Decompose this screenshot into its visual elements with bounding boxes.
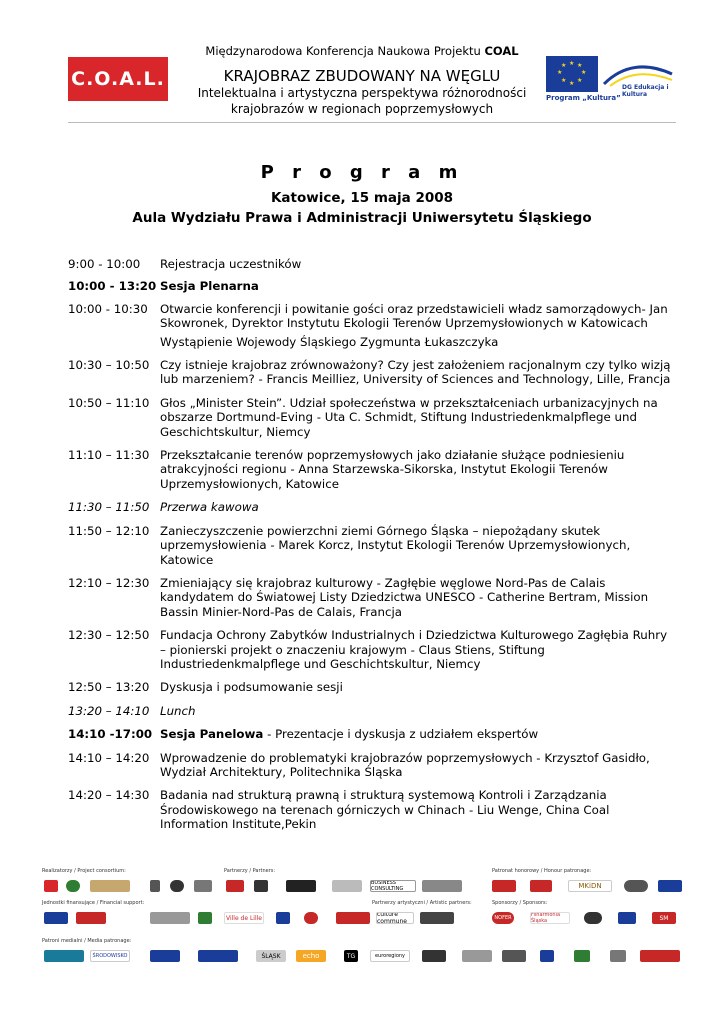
agenda-description bbox=[160, 358, 676, 387]
sponsor-logo bbox=[304, 912, 318, 924]
program-title: P r o g r a m bbox=[260, 162, 464, 183]
sponsor-logo-nofer: NOFER bbox=[492, 912, 514, 924]
sponsor-logo-srodowisko: ŚRODOWISKO bbox=[90, 950, 130, 962]
agenda-subline: Wystąpienie Wojewody Śląskiego Zygmunta Łukaszczyka bbox=[160, 334, 499, 349]
agenda-description-text: Zmieniający się krajobraz kulturowy - Zagłębie węglowe Nord-Pas de Calais kandydatem do Światowej Listy Dziedzictwa UNESCO - Catherine Bertram, Mission Bassin Minier-Nord-Pas de Calais, Francja bbox=[160, 575, 649, 619]
agenda-list bbox=[68, 257, 676, 841]
agenda-description bbox=[160, 448, 676, 491]
sponsor-logo bbox=[254, 880, 268, 892]
sponsor-logo-business: BUSINESS CONSULTING bbox=[370, 880, 416, 892]
label-medialni: Patroni medialni / Media patronage: bbox=[42, 938, 132, 944]
agenda-time: 9:00 - 10:00 bbox=[68, 257, 141, 271]
agenda-description bbox=[160, 788, 676, 831]
header-divider bbox=[68, 122, 676, 123]
sponsor-logo bbox=[574, 950, 590, 962]
agenda-description-text: Przerwa kawowa bbox=[160, 500, 259, 515]
sponsor-logo bbox=[286, 880, 316, 892]
sponsor-logo-slask: ŚLĄSK bbox=[256, 950, 286, 962]
sponsor-logo bbox=[76, 912, 106, 924]
sponsor-logo-lille: Ville de Lille bbox=[224, 912, 264, 924]
sponsor-logo bbox=[44, 880, 58, 892]
document-header bbox=[0, 0, 724, 125]
agenda-time: 11:10 – 11:30 bbox=[68, 448, 150, 463]
sponsor-logo bbox=[624, 880, 648, 892]
sponsor-logo bbox=[422, 950, 446, 962]
agenda-description-text: Badania nad strukturą prawną i strukturą systemową Kontroli i Zarządzania Środowiskowego na terenach górniczych w Chinach - Liu Wenge, China Coal Information Institute,Pekin bbox=[160, 788, 610, 832]
label-artystyczni: Partnerzy artystyczni / Artistic partners: bbox=[372, 900, 472, 906]
agenda-description-text: Otwarcie konferencji i powitanie gości oraz przedstawicieli władz samorządowych- Jan Skowronek, Dyrektor Instytutu Ekologii Terenów Uprzemysłowionych w Katowicach bbox=[160, 301, 668, 331]
sponsor-logo bbox=[462, 950, 492, 962]
label-realizatorzy: Realizatorzy / Project consortium: bbox=[42, 868, 126, 874]
sponsor-logo bbox=[584, 912, 602, 924]
agenda-row bbox=[68, 302, 676, 349]
sponsor-logo-mkidn: MKiDN bbox=[568, 880, 612, 892]
agenda-description-text: Lunch bbox=[160, 703, 196, 718]
sponsor-logo bbox=[276, 912, 290, 924]
agenda-row bbox=[68, 257, 676, 271]
label-patronat: Patronat honorowy / Honour patronage: bbox=[492, 868, 592, 874]
agenda-description bbox=[160, 704, 676, 718]
agenda-description-text: Przekształcanie terenów poprzemysłowych jako działanie służące podniesieniu atrakcyjności regionu - Anna Starzewska-Sikorska, Instytut Ekologii Terenów Uprzemysłowionych, Katowice bbox=[160, 448, 625, 491]
sponsor-logo-tg: TG bbox=[344, 950, 358, 962]
agenda-time: 10:50 – 11:10 bbox=[68, 395, 150, 410]
program-date: Katowice, 15 maja 2008 bbox=[270, 190, 454, 206]
sponsor-logo bbox=[44, 950, 84, 962]
sponsor-logo bbox=[540, 950, 554, 962]
agenda-row bbox=[68, 448, 676, 491]
agenda-description-text: Dyskusja i podsumowanie sesji bbox=[160, 680, 343, 695]
sponsor-logo bbox=[336, 912, 370, 924]
agenda-description bbox=[160, 302, 676, 349]
sponsor-logo bbox=[530, 880, 552, 892]
sponsor-logo-filharmonia: Filharmonia Śląska bbox=[530, 912, 570, 924]
agenda-row bbox=[68, 279, 676, 293]
sponsor-logo bbox=[90, 880, 130, 892]
agenda-description bbox=[160, 751, 676, 780]
sponsor-logo bbox=[150, 950, 180, 962]
sponsor-logo-euroregiony: euroregiony bbox=[370, 950, 410, 962]
sponsor-logo bbox=[194, 880, 212, 892]
agenda-description-text: Rejestracja uczestników bbox=[160, 257, 302, 271]
agenda-description bbox=[160, 500, 676, 514]
sponsor-logo bbox=[170, 880, 184, 892]
coal-logo-text: C.O.A.L. bbox=[71, 68, 165, 90]
label-finansujace: Jednostki finansujące / Financial support: bbox=[42, 900, 145, 906]
sponsor-logo bbox=[198, 950, 238, 962]
conference-prefix: Międzynarodowa Konferencja Naukowa Projektu bbox=[205, 44, 485, 58]
subtitle-line1: Intelektualna i artystyczna perspektywa różnorodności bbox=[197, 86, 527, 100]
sponsor-logo-culture: culture commune bbox=[376, 912, 414, 924]
agenda-description-text: Sesja Plenarna bbox=[160, 279, 259, 294]
agenda-row bbox=[68, 358, 676, 387]
dg-label: DG Edukacja i Kultura bbox=[622, 84, 669, 98]
agenda-row bbox=[68, 751, 676, 780]
eu-kultura-logos bbox=[546, 56, 674, 106]
main-title: KRAJOBRAZ ZBUDOWANY NA WĘGLU bbox=[223, 67, 501, 85]
agenda-row bbox=[68, 628, 676, 671]
agenda-time: 11:50 – 12:10 bbox=[68, 523, 150, 538]
agenda-time: 14:10 – 14:20 bbox=[68, 750, 150, 765]
sponsor-logo bbox=[422, 880, 462, 892]
agenda-description-text: Wprowadzenie do problematyki krajobrazów poprzemysłowych - Krzysztof Gasidło, Wydział Architektury, Politechnika Śląska bbox=[160, 750, 650, 779]
sponsor-logo-echo: echo bbox=[296, 950, 326, 962]
agenda-row bbox=[68, 396, 676, 439]
sponsor-logo bbox=[658, 880, 682, 892]
agenda-row bbox=[68, 576, 676, 619]
agenda-time: 12:50 – 13:20 bbox=[68, 680, 150, 695]
sponsor-logo bbox=[150, 880, 160, 892]
agenda-row bbox=[68, 727, 676, 741]
eu-flag-icon: ★ ★ ★ ★ ★ ★ ★ ★ bbox=[546, 56, 598, 92]
sponsor-logo bbox=[492, 880, 516, 892]
agenda-description-text: Czy istnieje krajobraz zrównoważony? Czy jest założeniem racjonalnym czy tylko wizją lub marzeniem? - Francis Meilliez, University of Sciences and Technology, Lille, Francja bbox=[160, 358, 671, 387]
agenda-row bbox=[68, 500, 676, 514]
sponsor-logo-sm: SM bbox=[652, 912, 676, 924]
agenda-row bbox=[68, 788, 676, 831]
agenda-description bbox=[160, 524, 676, 567]
agenda-row bbox=[68, 704, 676, 718]
agenda-description-bold: Sesja Panelowa bbox=[160, 727, 264, 742]
agenda-description bbox=[160, 680, 676, 694]
sponsor-logo bbox=[44, 912, 68, 924]
conference-project: COAL bbox=[484, 44, 519, 58]
agenda-description-text: Fundacja Ochrony Zabytków Industrialnych i Dziedzictwa Kulturowego Zagłębia Ruhry – pionierski projekt o znaczeniu krajowym - Claus Stiens, Stiftung Industriedenkmalpflege und Geschichtskultur, Niemcy bbox=[160, 628, 668, 671]
agenda-description bbox=[160, 628, 676, 671]
sponsor-logo bbox=[332, 880, 362, 892]
label-sponsorzy: Sponsorzy / Sponsors: bbox=[492, 900, 548, 906]
agenda-time: 10:00 - 10:30 bbox=[68, 301, 148, 316]
agenda-description bbox=[160, 257, 676, 271]
sponsor-logo bbox=[420, 912, 454, 924]
agenda-description bbox=[160, 396, 676, 439]
agenda-row bbox=[68, 524, 676, 567]
agenda-time: 12:10 – 12:30 bbox=[68, 575, 150, 590]
kultura-label: Program „Kultura” bbox=[546, 94, 621, 102]
sponsor-logo bbox=[618, 912, 636, 924]
agenda-time: 10:00 - 13:20 bbox=[68, 279, 157, 294]
label-partnerzy: Partnerzy / Partners: bbox=[224, 868, 276, 874]
agenda-time: 14:20 – 14:30 bbox=[68, 788, 150, 803]
agenda-row bbox=[68, 680, 676, 694]
sponsor-logo bbox=[502, 950, 526, 962]
sponsor-logo bbox=[150, 912, 190, 924]
sponsor-logo bbox=[610, 950, 626, 962]
agenda-description-text: Zanieczyszczenie powierzchni ziemi Górnego Śląska – niepożądany skutek uprzemysłowienia - Marek Korcz, Instytut Ekologii Terenów Uprzemysłowionych, Katowice bbox=[160, 523, 631, 567]
sponsor-logo bbox=[640, 950, 680, 962]
agenda-time: 12:30 – 12:50 bbox=[68, 628, 150, 643]
agenda-time: 14:10 -17:00 bbox=[68, 727, 153, 742]
agenda-time: 13:20 – 14:10 bbox=[68, 703, 150, 718]
agenda-description-text: - Prezentacje i dyskusja z udziałem ekspertów bbox=[263, 727, 539, 742]
agenda-time: 10:30 – 10:50 bbox=[68, 358, 150, 373]
agenda-description bbox=[160, 727, 676, 741]
agenda-description bbox=[160, 576, 676, 619]
sponsors-footer bbox=[40, 860, 690, 970]
program-venue: Aula Wydziału Prawa i Administracji Uniwersytetu Śląskiego bbox=[132, 210, 592, 226]
sponsor-logo bbox=[226, 880, 244, 892]
sponsor-logo bbox=[198, 912, 212, 924]
sponsor-logo bbox=[66, 880, 80, 892]
agenda-time: 11:30 – 11:50 bbox=[68, 500, 150, 515]
subtitle-line2: krajobrazów w regionach poprzemysłowych bbox=[230, 102, 494, 116]
agenda-description bbox=[160, 279, 676, 293]
agenda-description-text: Głos „Minister Stein”. Udział społeczeństwa w przekształceniach urbanizacyjnych na obszarze Dortmund-Eving - Uta C. Schmidt, Stiftung Industriedenkmalpflege und Geschichtskultur, Niemcy bbox=[160, 395, 658, 439]
